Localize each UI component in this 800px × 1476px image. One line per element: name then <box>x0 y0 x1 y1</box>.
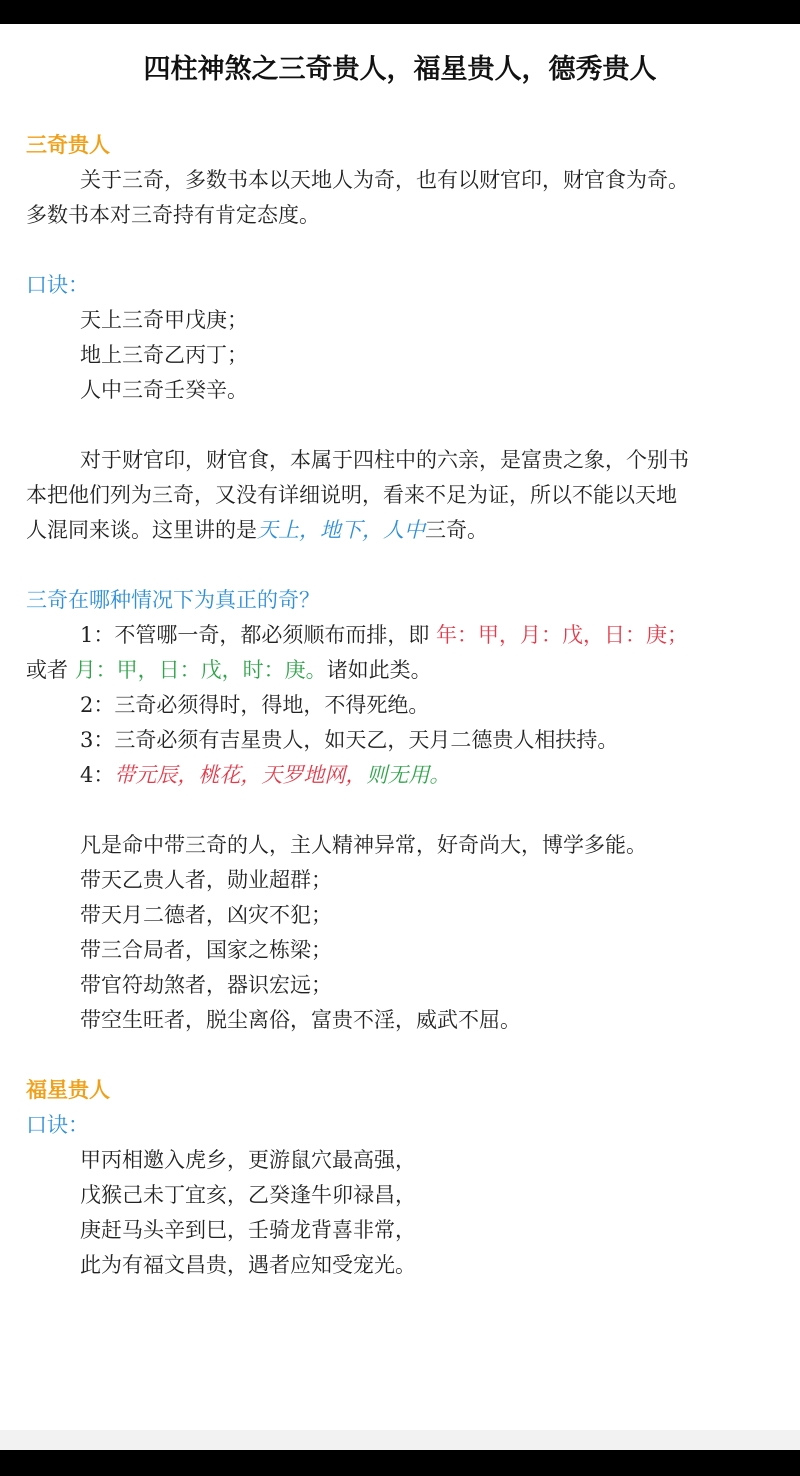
koujue-line: 地上三奇乙丙丁； <box>80 343 248 367</box>
highlight-red: 年：甲，月：戊，日：庚； <box>436 623 689 647</box>
condition-1 <box>80 620 688 650</box>
page-footer-strip <box>0 1430 800 1450</box>
condition-3: 3：三奇必须有吉星贵人，如天乙，天月二德贵人相扶持。 <box>80 728 619 752</box>
section-heading-fuxing: 福星贵人 <box>26 1078 110 1102</box>
paragraph-text: 三奇。 <box>425 518 488 542</box>
verse-line: 此为有福文昌贵，遇者应知受宠光。 <box>80 1253 416 1277</box>
effect-line: 带空生旺者，脱尘离俗，富贵不淫，威武不屈。 <box>80 1008 521 1032</box>
effect-line: 带官符劫煞者，器识宏远； <box>80 973 332 997</box>
highlight-green-italic: 则无用。 <box>366 763 451 787</box>
condition-text: 或者 <box>26 658 68 682</box>
effect-line: 带三合局者，国家之栋梁； <box>80 938 332 962</box>
paragraph-line-2: 本把他们列为三奇，又没有详细说明，看来不足为证，所以不能以天地 <box>26 483 677 507</box>
navigation-bar <box>0 1450 800 1476</box>
koujue-line: 天上三奇甲戊庚； <box>80 308 248 332</box>
section-heading-sanqi: 三奇贵人 <box>26 133 110 157</box>
verse-line: 戊猴己未丁宜亥，乙癸逢牛卯禄昌， <box>80 1183 416 1207</box>
intro-line-1: 关于三奇，多数书本以天地人为奇，也有以财官印，财官食为奇。 <box>80 168 689 192</box>
paragraph-line-1: 对于财官印，财官食，本属于四柱中的六亲，是富贵之象，个别书 <box>80 448 689 472</box>
paragraph-text: 人混同来谈。这里讲的是 <box>26 518 257 542</box>
verse-line: 甲丙相邀入虎乡，更游鼠穴最高强， <box>80 1148 416 1172</box>
condition-text: 1：不管哪一奇，都必须顺布而排，即 <box>80 623 430 647</box>
condition-1-cont <box>26 655 432 685</box>
condition-2: 2：三奇必须得时，得地，不得死绝。 <box>80 693 430 717</box>
effect-line: 凡是命中带三奇的人，主人精神异常，好奇尚大，博学多能。 <box>80 833 647 857</box>
status-bar <box>0 0 800 24</box>
koujue-label-fuxing: 口诀： <box>26 1113 89 1137</box>
koujue-label-sanqi: 口诀： <box>26 273 89 297</box>
effect-line: 带天月二德者，凶灾不犯； <box>80 903 332 927</box>
condition-text: 诸如此类。 <box>326 658 432 682</box>
highlight-red-italic: 带元辰，桃花，天罗地网， <box>114 763 367 787</box>
koujue-line: 人中三奇壬癸辛。 <box>80 378 248 402</box>
highlight-text: 天上，地下，人中 <box>257 518 425 542</box>
condition-4 <box>80 760 450 790</box>
paragraph-line-3 <box>26 515 488 545</box>
question-heading: 三奇在哪种情况下为真正的奇？ <box>26 588 320 612</box>
verse-line: 庚赶马头辛到巳，壬骑龙背喜非常， <box>80 1218 416 1242</box>
intro-line-2: 多数书本对三奇持有肯定态度。 <box>26 203 320 227</box>
effect-line: 带天乙贵人者，勋业超群； <box>80 868 332 892</box>
condition-text: 4： <box>80 763 115 787</box>
highlight-green: 月：甲，日：戊，时：庚。 <box>74 658 327 682</box>
article-title: 四柱神煞之三奇贵人，福星贵人，德秀贵人 <box>143 54 657 85</box>
